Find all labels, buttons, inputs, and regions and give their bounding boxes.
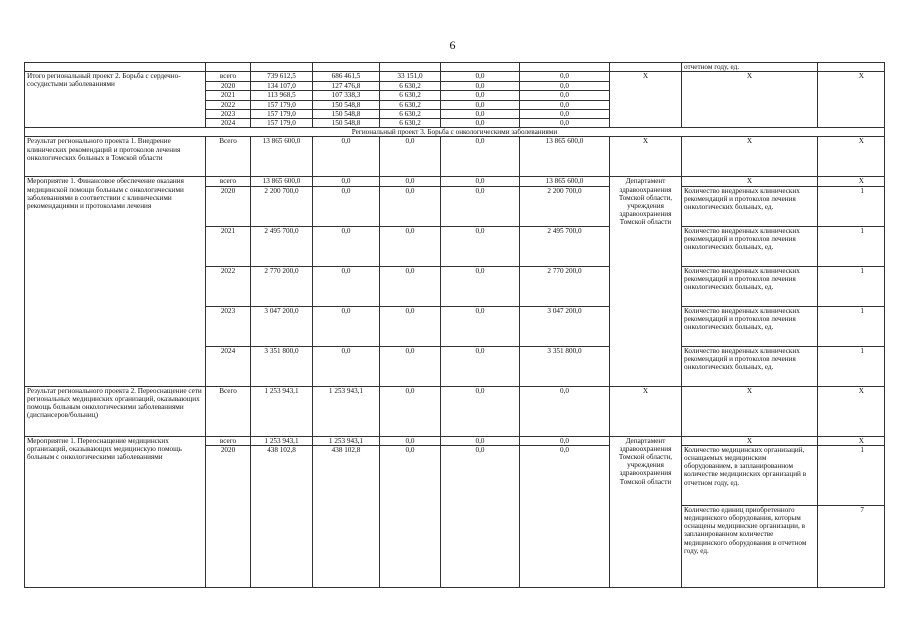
table-row: 2020 438 102,8 438 102,8 0,0 0,0 0,0 Количество медицинских организаций, оснащаемых медицинским оборудованием, в запланированном количестве медицинских организаций в отчетном году, ед. 1 bbox=[25, 445, 885, 505]
indicator-text: Количество медицинских организаций, оснащаемых медицинским оборудованием, в запланированном количестве медицинских организаций в отчетном году, ед. bbox=[682, 445, 818, 505]
table-row: Мероприятие 1. Финансовое обеспечение оказания медицинской помощи больным с онкологическими заболеваниями в соответствии с клиническими рекомендациями и протоколами лечения всего 13 865 600,0 0,0 0,0 0,0 13 865 600,0 Департамент здравоохранения Томской области, учреждения здравоохранения Томской области X X bbox=[25, 177, 885, 186]
section-header-row bbox=[25, 128, 885, 137]
indicator-text: Количество внедренных клинических рекомендаций и протоколов лечения онкологических больных, ед. bbox=[682, 226, 818, 266]
x-mark: X bbox=[818, 436, 885, 445]
page-number: 6 bbox=[449, 38, 456, 52]
x-mark: X bbox=[682, 436, 818, 445]
table-row: Итого региональный проект 2. Борьба с сердечно-сосудистыми заболеваниями всего 739 612,5 686 461,5 33 151,0 0,0 0,0 X X X bbox=[25, 72, 885, 82]
table-row: 2023 3 047 200,0 0,0 0,0 0,0 3 047 200,0 Количество внедренных клинических рекомендаций и протоколов лечения онкологических больных, ед. 1 bbox=[25, 306, 885, 346]
table-row: 2024 3 351 800,0 0,0 0,0 0,0 3 351 800,0 Количество внедренных клинических рекомендаций и протоколов лечения онкологических больных, ед. 1 bbox=[25, 346, 885, 386]
measure2-title: Мероприятие 1. Переоснащение медицинских организаций, оказывающих медицинскую помощь больным с онкологическими заболеваниями bbox=[25, 436, 206, 587]
table-row: Результат регионального проекта 1. Внедрение клинических рекомендаций и протоколов лечения онкологических больных в Томской области Всего 13 865 600,0 0,0 0,0 0,0 13 865 600,0 X X X bbox=[25, 137, 885, 177]
table-row: 2022 157 179,0 150 548,8 6 630,2 0,0 0,0 bbox=[25, 100, 885, 109]
header-tail-text: отчетном году, ед. bbox=[682, 63, 818, 72]
x-mark: X bbox=[610, 386, 682, 436]
table-row: Результат регионального проекта 2. Переоснащение сети региональных медицинских организаций, оказывающих помощь больным онкологическими заболеваниями (диспансеров/больниц) Всего 1 253 943,1 1 253 943,1 0,0 0,0 0,0 X X X bbox=[25, 386, 885, 436]
x-mark: X bbox=[610, 137, 682, 177]
table-row: 2020 2 200 700,0 0,0 0,0 0,0 2 200 700,0 Количество внедренных клинических рекомендаций и протоколов лечения онкологических больных, ед. 1 bbox=[25, 186, 885, 226]
table-row: 2024 157 179,0 150 548,8 6 630,2 0,0 0,0 bbox=[25, 119, 885, 128]
table-row: Мероприятие 1. Переоснащение медицинских организаций, оказывающих медицинскую помощь больным с онкологическими заболеваниями всего 1 253 943,1 1 253 943,1 0,0 0,0 0,0 Департамент здравоохранения Томской области, учреждения здравоохранения Томской области X X bbox=[25, 436, 885, 445]
table-row: 2021 2 495 700,0 0,0 0,0 0,0 2 495 700,0 Количество внедренных клинических рекомендаций и протоколов лечения онкологических больных, ед. 1 bbox=[25, 226, 885, 266]
department-cell: Департамент здравоохранения Томской области, учреждения здравоохранения Томской области bbox=[610, 436, 682, 587]
department-cell: Департамент здравоохранения Томской области, учреждения здравоохранения Томской области bbox=[610, 177, 682, 386]
result2-title: Результат регионального проекта 2. Переоснащение сети региональных медицинских организаций, оказывающих помощь больным онкологическими заболеваниями (диспансеров/больниц) bbox=[25, 386, 206, 436]
x-mark: X bbox=[682, 177, 818, 186]
indicator-text: Количество внедренных клинических рекомендаций и протоколов лечения онкологических больных, ед. bbox=[682, 306, 818, 346]
indicator-text: Количество внедренных клинических рекомендаций и протоколов лечения онкологических больных, ед. bbox=[682, 266, 818, 306]
result1-title: Результат регионального проекта 1. Внедрение клинических рекомендаций и протоколов лечения онкологических больных в Томской области bbox=[25, 137, 206, 177]
x-mark: X bbox=[818, 72, 885, 128]
x-mark: X bbox=[610, 72, 682, 128]
x-mark: X bbox=[818, 386, 885, 436]
header-tail-row bbox=[25, 63, 885, 72]
x-mark: X bbox=[682, 72, 818, 128]
measure1-title: Мероприятие 1. Финансовое обеспечение оказания медицинской помощи больным с онкологическими заболеваниями в соответствии с клиническими рекомендациями и протоколами лечения bbox=[25, 177, 206, 386]
table-row: Количество единиц приобретенного медицинского оборудования, которым оснащены медицинские организации, в запланированном количестве медицинского оборудования в отчетном году, ед. 7 bbox=[25, 505, 885, 587]
total2-title: Итого региональный проект 2. Борьба с сердечно-сосудистыми заболеваниями bbox=[25, 72, 206, 128]
x-mark: X bbox=[682, 137, 818, 177]
program-table bbox=[24, 62, 885, 588]
indicator-text: Количество внедренных клинических рекомендаций и протоколов лечения онкологических больных, ед. bbox=[682, 346, 818, 386]
table-row: 2021 113 968,5 107 338,3 6 630,2 0,0 0,0 bbox=[25, 91, 885, 100]
indicator-text: Количество внедренных клинических рекомендаций и протоколов лечения онкологических больных, ед. bbox=[682, 186, 818, 226]
x-mark: X bbox=[682, 386, 818, 436]
x-mark: X bbox=[818, 137, 885, 177]
table-row: 2023 157 179,0 150 548,8 6 630,2 0,0 0,0 bbox=[25, 109, 885, 118]
table-row: 2020 134 107,0 127 476,8 6 630,2 0,0 0,0 bbox=[25, 82, 885, 91]
section3-title: Региональный проект 3. Борьба с онкологическими заболеваниями bbox=[25, 128, 885, 137]
table-row: 2022 2 770 200,0 0,0 0,0 0,0 2 770 200,0 Количество внедренных клинических рекомендаций и протоколов лечения онкологических больных, ед. 1 bbox=[25, 266, 885, 306]
indicator-text: Количество единиц приобретенного медицинского оборудования, которым оснащены медицинские организации, в запланированном количестве медицинского оборудования в отчетном году, ед. bbox=[682, 505, 818, 587]
